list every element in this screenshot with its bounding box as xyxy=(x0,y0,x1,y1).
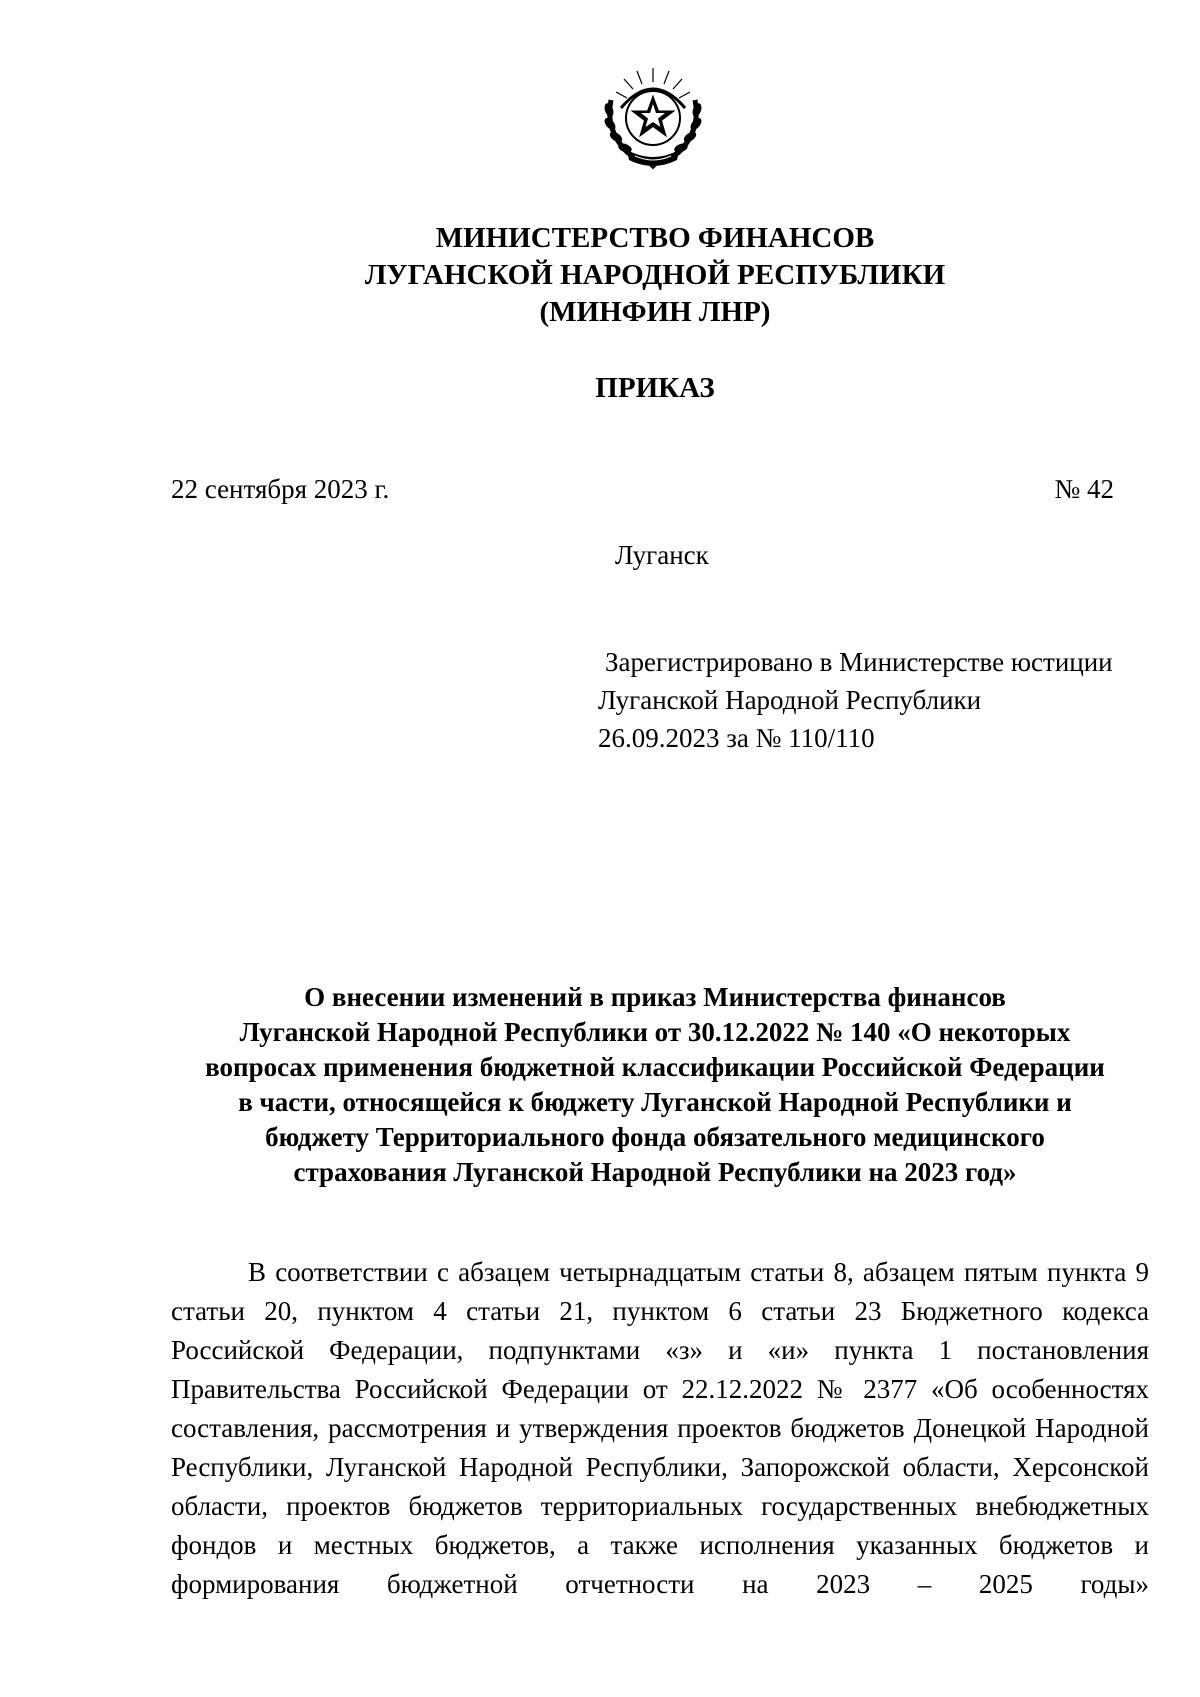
body-paragraph: В соответствии с абзацем четырнадцатым статьи 8, абзацем пятым пункта 9 статьи 20, пунктом 4 статьи 21, пунктом 6 статьи 23 Бюджетного кодекса Российской Федерации, подпунктами «з» и «и» пункта 1 постановления Правительства Российской Федерации от 22.12.2022 № 2377 «Об особенностях составления, рассмотрения и утверждения проектов бюджетов Донецкой Народной Республики, Луганской Народной Республики, Запорожской области, Херсонской области, проектов бюджетов территориальных государственных внебюджетных фондов и местных бюджетов, а также исполнения указанных бюджетов и формирования бюджетной отчетности на 2023 – 2025 годы» xyxy=(171,1257,1149,1599)
registration-line-2: Луганской Народной Республики xyxy=(598,685,982,715)
subject-line-2: Луганской Народной Республики от 30.12.2022 № 140 «О некоторых xyxy=(239,1017,1071,1047)
subject-line-4: в части, относящейся к бюджету Луганской Народной Республики и xyxy=(238,1087,1072,1117)
ministry-name-line-1: МИНИСТЕРСТВО ФИНАНСОВ xyxy=(435,222,875,254)
order-date: 22 сентября 2023 г. xyxy=(171,474,390,504)
subject-line-5: бюджету Территориального фонда обязательного медицинского xyxy=(265,1122,1045,1152)
registration-line-3: 26.09.2023 за № 110/110 xyxy=(598,723,875,753)
registration-note xyxy=(598,643,1113,757)
order-number: № 42 xyxy=(1054,474,1114,504)
ministry-header xyxy=(0,220,1200,331)
coat-of-arms-icon xyxy=(597,60,709,172)
registration-line-1: Зарегистрировано в Министерстве юстиции xyxy=(605,647,1113,677)
order-subject xyxy=(160,980,1150,1190)
document-type-title: ПРИКАЗ xyxy=(595,372,715,404)
ministry-name-line-2: ЛУГАНСКОЙ НАРОДНОЙ РЕСПУБЛИКИ xyxy=(364,259,946,291)
subject-line-1: О внесении изменений в приказ Министерства финансов xyxy=(304,982,1006,1012)
subject-line-6: страхования Луганской Народной Республики на 2023 год» xyxy=(293,1157,1017,1187)
ministry-abbreviation: (МИНФИН ЛНР) xyxy=(539,296,771,328)
subject-line-3: вопросах применения бюджетной классификации Российской Федерации xyxy=(205,1052,1105,1082)
order-city: Луганск xyxy=(615,540,709,570)
